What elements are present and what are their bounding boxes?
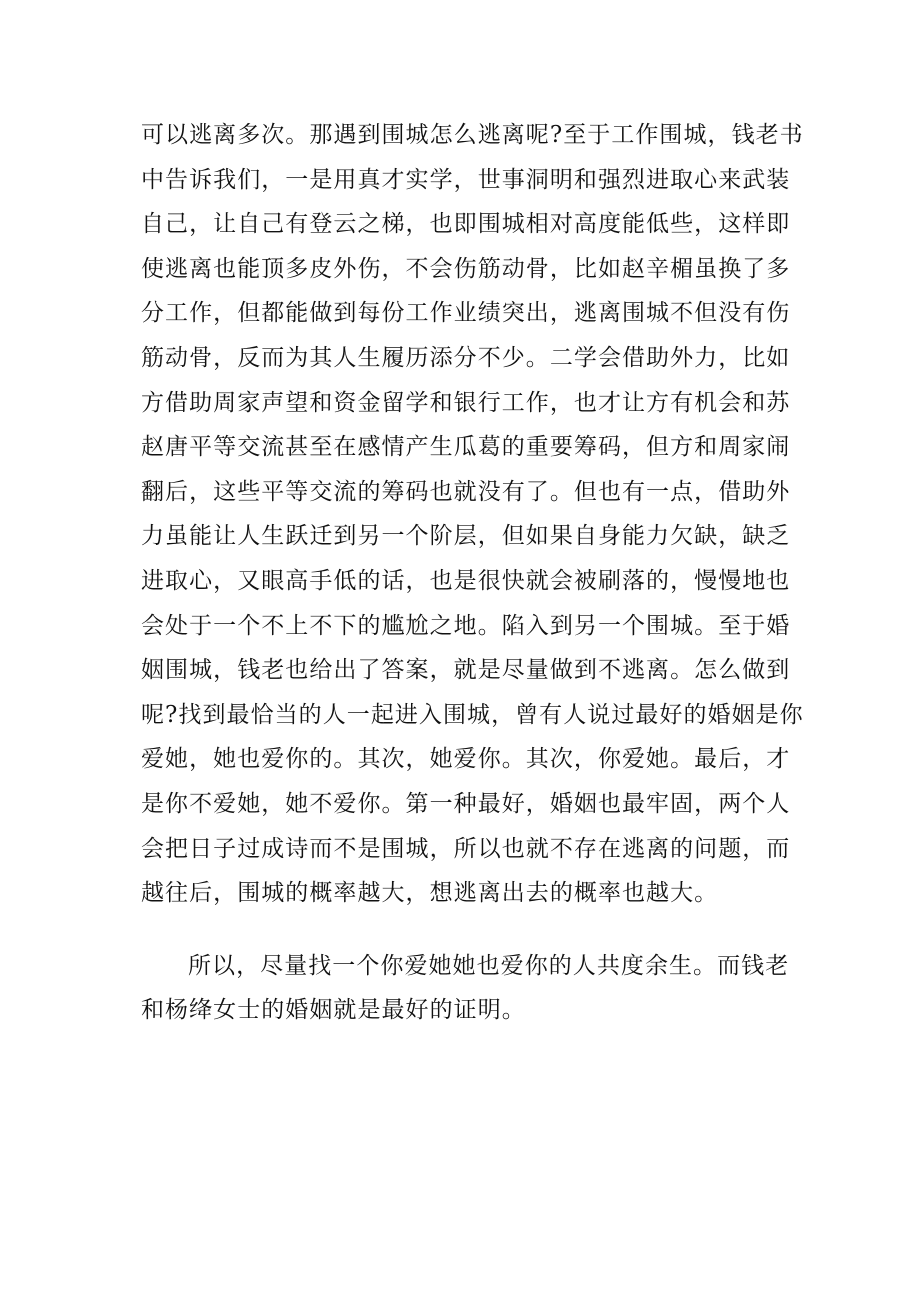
text-line: 使逃离也能顶多皮外伤，不会伤筋动骨，比如赵辛楣虽换了多 — [141, 255, 791, 282]
paragraph-2 — [141, 944, 790, 1033]
text-line: 爱她，她也爱你的。其次，她爱你。其次，你爱她。最后，才 — [141, 746, 791, 773]
text-line: 呢?找到最恰当的人一起进入围城，曾有人说过最好的婚姻是你 — [141, 701, 804, 728]
text-line: 进取心，又眼高手低的话，也是很快就会被刷落的，慢慢地也 — [141, 567, 791, 594]
text-line: 可以逃离多次。那遇到围城怎么逃离呢?至于工作围城，钱老书 — [141, 122, 804, 148]
text-line: 是你不爱她，她不爱你。第一种最好，婚姻也最牢固，两个人 — [141, 790, 791, 817]
text-line: 中告诉我们，一是用真才实学，世事洞明和强烈进取心来武装 — [141, 166, 791, 193]
text-line: 越往后，围城的概率越大，想逃离出去的概率也越大。 — [141, 880, 719, 907]
text-line: 和杨绛女士的婚姻就是最好的证明。 — [141, 997, 526, 1024]
text-line: 自己，让自己有登云之梯，也即围城相对高度能低些，这样即 — [141, 211, 791, 238]
text-line-indented: 所以，尽量找一个你爱她她也爱你的人共度余生。而钱老 — [188, 952, 790, 979]
text-line: 赵唐平等交流甚至在感情产生瓜葛的重要筹码，但方和周家闹 — [141, 434, 791, 461]
text-line: 力虽能让人生跃迁到另一个阶层，但如果自身能力欠缺，缺乏 — [141, 523, 791, 550]
text-line: 翻后，这些平等交流的筹码也就没有了。但也有一点，借助外 — [141, 478, 791, 505]
document-page — [141, 113, 804, 1033]
text-line: 分工作，但都能做到每份工作业绩突出，逃离围城不但没有伤 — [141, 300, 791, 327]
text-line: 会把日子过成诗而不是围城，所以也就不存在逃离的问题，而 — [141, 835, 791, 862]
text-line: 方借助周家声望和资金留学和银行工作，也才让方有机会和苏 — [141, 389, 791, 416]
paragraph-1 — [141, 113, 804, 916]
paragraph-spacing — [141, 916, 781, 944]
text-line: 姻围城，钱老也给出了答案，就是尽量做到不逃离。怎么做到 — [141, 657, 791, 684]
text-line: 会处于一个不上不下的尴尬之地。陷入到另一个围城。至于婚 — [141, 612, 791, 639]
text-line: 筋动骨，反而为其人生履历添分不少。二学会借助外力，比如 — [141, 344, 791, 371]
